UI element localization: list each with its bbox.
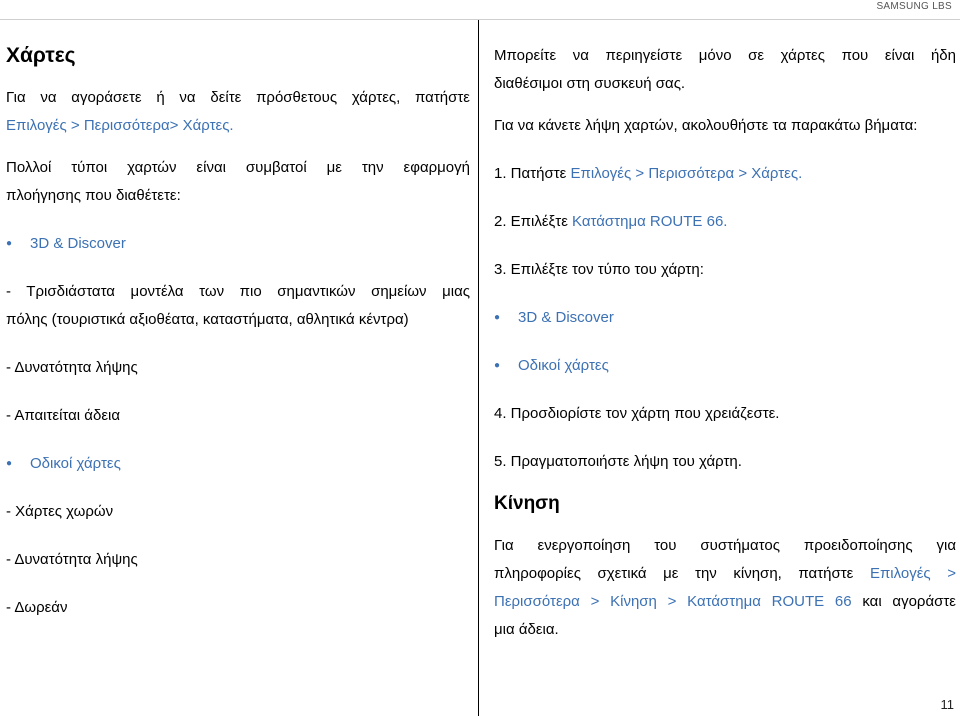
bullet-dot-icon: ● bbox=[494, 360, 501, 371]
step3-bullet-3d bbox=[494, 304, 956, 332]
note-text-2: διαθέσιμοι στη συσκευή σας. bbox=[494, 75, 686, 92]
compat-text: Πολλοί τύποι χαρτών είναι συμβατοί με την εφαρμογή bbox=[6, 159, 470, 176]
bullet1-item-download: - Δυνατότητα λήψης bbox=[6, 359, 138, 376]
intro-text: Για να αγοράσετε ή να δείτε πρόσθετους χάρτες, πατήστε bbox=[6, 89, 470, 106]
bullet-label: Οδικοί χάρτες bbox=[518, 357, 609, 374]
bullet2-item-download: - Δυνατότητα λήψης bbox=[6, 551, 138, 568]
traffic-text-2: πληροφορίες σχετικά με την κίνηση, πατήστε Επιλογές > bbox=[494, 565, 956, 582]
bullet-dot-icon: ● bbox=[6, 458, 13, 469]
step-5: 5. Πραγματοποιήστε λήψη του χάρτη. bbox=[494, 453, 742, 470]
header-rule bbox=[0, 19, 960, 20]
step-3: 3. Επιλέξτε τον τύπο του χάρτη: bbox=[494, 261, 704, 278]
traffic-text-4: μια άδεια. bbox=[494, 621, 559, 638]
bullet-dot-icon: ● bbox=[6, 238, 13, 249]
bullet-dot-icon: ● bbox=[494, 312, 501, 323]
intro-link[interactable]: Επιλογές > Περισσότερα> Χάρτες. bbox=[6, 117, 234, 134]
page-number: 11 bbox=[940, 697, 954, 712]
traffic-text-3: Περισσότερα > Κίνηση > Κατάστημα ROUTE 66 και αγοράστε bbox=[494, 593, 956, 610]
right-column bbox=[494, 42, 956, 644]
step-4: 4. Προσδιορίστε τον χάρτη που χρειάζεστε. bbox=[494, 405, 780, 422]
bullet2-item-countries: - Χάρτες χωρών bbox=[6, 503, 114, 520]
step-1: 1. Πατήστε Επιλογές > Περισσότερα > Χάρτες. bbox=[494, 165, 803, 182]
bullet-road-maps bbox=[6, 450, 470, 478]
note-text: Μπορείτε να περιηγείστε μόνο σε χάρτες που είναι ήδη bbox=[494, 47, 956, 64]
page-title: Χάρτες bbox=[6, 44, 76, 67]
bullet-label: 3D & Discover bbox=[518, 309, 614, 326]
traffic-link-options[interactable]: Επιλογές > bbox=[869, 565, 956, 582]
bullet-label: Οδικοί χάρτες bbox=[30, 455, 121, 472]
step-2-link[interactable]: Κατάστημα ROUTE 66. bbox=[572, 213, 728, 230]
step3-bullet-road bbox=[494, 352, 956, 380]
bullet-3d-discover bbox=[6, 230, 470, 258]
bullet1-item-license: - Απαιτείται άδεια bbox=[6, 407, 121, 424]
bullet1-desc: - Τρισδιάστατα μοντέλα των πιο σημαντικών σημείων μιας bbox=[6, 283, 470, 300]
step-2: 2. Επιλέξτε Κατάστημα ROUTE 66. bbox=[494, 213, 728, 230]
traffic-text: Για ενεργοποίηση του συστήματος προειδοποίησης για bbox=[494, 537, 956, 554]
traffic-link-path[interactable]: Περισσότερα > Κίνηση > Κατάστημα ROUTE 66 bbox=[494, 593, 852, 610]
brand-logo: SAMSUNG LBS bbox=[876, 1, 952, 12]
section-title-traffic: Κίνηση bbox=[494, 493, 560, 514]
left-column bbox=[6, 28, 470, 622]
compat-text-2: πλοήγησης που διαθέτετε: bbox=[6, 187, 181, 204]
bullet2-item-free: - Δωρεάν bbox=[6, 599, 68, 616]
step-1-link[interactable]: Επιλογές > Περισσότερα > Χάρτες. bbox=[570, 165, 803, 182]
column-divider bbox=[478, 20, 479, 716]
steps-intro: Για να κάνετε λήψη χαρτών, ακολουθήστε τα παρακάτω βήματα: bbox=[494, 117, 918, 134]
bullet-label: 3D & Discover bbox=[30, 235, 126, 252]
bullet1-desc-2: πόλης (τουριστικά αξιοθέατα, καταστήματα, αθλητικά κέντρα) bbox=[6, 311, 409, 328]
